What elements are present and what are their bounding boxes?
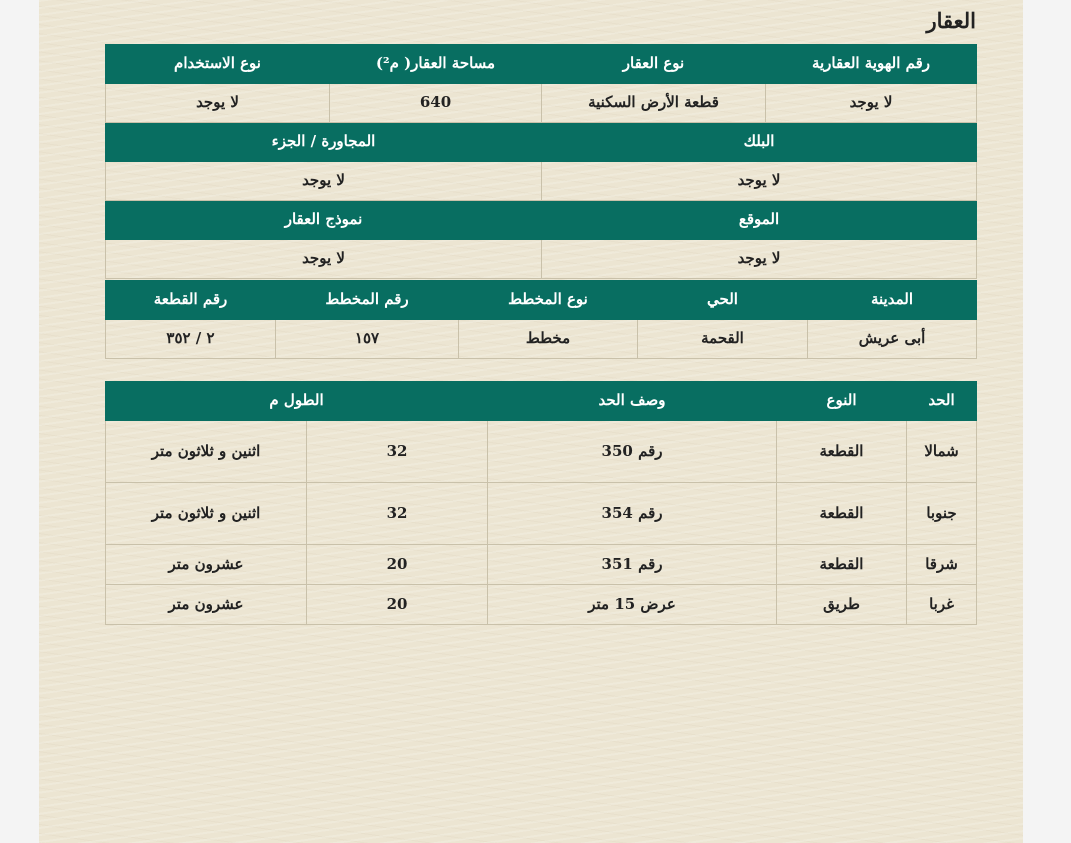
boundaries-header-row	[106, 382, 977, 421]
boundary-type: القطعة	[777, 483, 907, 545]
header-block: البلك	[542, 123, 977, 162]
header-plan-number: رقم المخطط	[276, 281, 459, 320]
header-property-id: رقم الهوية العقارية	[766, 45, 977, 84]
boundary-desc: رقم 351	[488, 545, 777, 585]
boundary-length: 20	[307, 585, 488, 625]
boundary-side: غربا	[907, 585, 977, 625]
block-header-row	[106, 123, 977, 162]
plan-value-row	[106, 320, 977, 359]
header-boundary-desc: وصف الحد	[488, 382, 777, 421]
header-neighborhood-part: المجاورة / الجزء	[106, 123, 542, 162]
boundary-desc: عرض 15 متر	[488, 585, 777, 625]
boundary-desc: رقم 354	[488, 483, 777, 545]
value-neighborhood-part: لا يوجد	[106, 162, 542, 201]
location-header-row	[106, 201, 977, 240]
header-boundary-type: النوع	[777, 382, 907, 421]
header-boundary: الحد	[907, 382, 977, 421]
boundary-type: القطعة	[777, 421, 907, 483]
value-property-type: قطعة الأرض السكنية	[542, 84, 766, 123]
value-city: أبى عريش	[808, 320, 977, 359]
value-district: القحمة	[638, 320, 808, 359]
table-row	[106, 483, 977, 545]
boundary-length-text: عشرون متر	[106, 585, 307, 625]
header-property-area: مساحة العقار( م²)	[330, 45, 542, 84]
plan-header-row	[106, 281, 977, 320]
header-plot-number: رقم القطعة	[106, 281, 276, 320]
boundary-length-text: عشرون متر	[106, 545, 307, 585]
boundary-length: 32	[307, 421, 488, 483]
table-row	[106, 545, 977, 585]
plan-details-table	[105, 280, 977, 359]
boundary-side: شمالا	[907, 421, 977, 483]
boundary-length-text: اثنين و ثلاثون متر	[106, 483, 307, 545]
section-title: العقار	[926, 8, 976, 33]
boundary-side: جنوبا	[907, 483, 977, 545]
block-value-row	[106, 162, 977, 201]
table-row	[106, 421, 977, 483]
header-usage-type: نوع الاستخدام	[106, 45, 330, 84]
value-property-id: لا يوجد	[766, 84, 977, 123]
header-location: الموقع	[542, 201, 977, 240]
boundary-desc: رقم 350	[488, 421, 777, 483]
value-usage-type: لا يوجد	[106, 84, 330, 123]
boundary-side: شرقا	[907, 545, 977, 585]
property-header-row	[106, 45, 977, 84]
header-property-model: نموذج العقار	[106, 201, 542, 240]
value-property-model: لا يوجد	[106, 240, 542, 279]
boundary-type: القطعة	[777, 545, 907, 585]
property-details-table	[105, 44, 977, 279]
property-value-row	[106, 84, 977, 123]
value-plan-number: ١٥٧	[276, 320, 459, 359]
value-property-area: 640	[330, 84, 542, 123]
header-city: المدينة	[808, 281, 977, 320]
value-plot-number: ٢ / ٣٥٢	[106, 320, 276, 359]
document-page	[39, 0, 1023, 843]
boundary-length: 20	[307, 545, 488, 585]
location-value-row	[106, 240, 977, 279]
header-length: الطول م	[106, 382, 488, 421]
value-block: لا يوجد	[542, 162, 977, 201]
header-property-type: نوع العقار	[542, 45, 766, 84]
header-plan-type: نوع المخطط	[459, 281, 638, 320]
value-plan-type: مخطط	[459, 320, 638, 359]
boundary-type: طريق	[777, 585, 907, 625]
boundaries-table	[105, 381, 977, 625]
table-row	[106, 585, 977, 625]
boundary-length-text: اثنين و ثلاثون متر	[106, 421, 307, 483]
header-district: الحي	[638, 281, 808, 320]
value-location: لا يوجد	[542, 240, 977, 279]
boundary-length: 32	[307, 483, 488, 545]
